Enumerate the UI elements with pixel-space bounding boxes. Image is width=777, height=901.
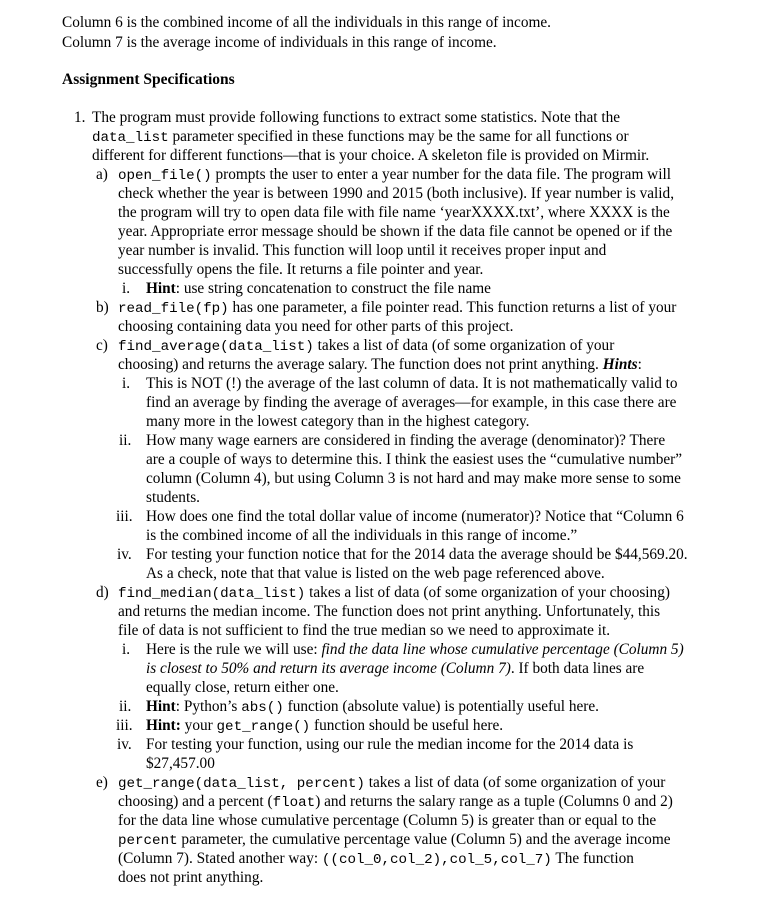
list-marker-a-i: i. bbox=[122, 280, 131, 297]
e-line6: does not print anything. bbox=[118, 869, 264, 886]
e-line2: choosing) and a percent (float) and returns the salary range as a tuple (Columns 0 and 2) bbox=[118, 793, 673, 811]
list-marker-d-iii: iii. bbox=[116, 717, 133, 734]
list-marker-c-ii: ii. bbox=[119, 432, 132, 449]
d-iv-line2: $27,457.00 bbox=[146, 755, 215, 772]
code-open-file: open_file() bbox=[118, 168, 212, 184]
code-data-list: data_list bbox=[92, 130, 169, 146]
a-line2: check whether the year is between 1990 and 2015 (both inclusive). If year number is valid, bbox=[118, 185, 675, 202]
a-i-line1: Hint: use string concatenation to construct the file name bbox=[146, 280, 491, 297]
e-line3: for the data line whose cumulative percentage (Column 5) is greater than or equal to the bbox=[118, 812, 657, 829]
d-i-line2: is closest to 50% and return its average income (Column 7). If both data lines are bbox=[146, 660, 645, 677]
code-float: float bbox=[272, 795, 316, 811]
list-marker-e: e) bbox=[96, 774, 108, 791]
d-ii-line1: Hint: Python’s abs() function (absolute value) is potentially useful here. bbox=[146, 698, 599, 716]
a-line3: the program will try to open data file with file name ‘yearXXXX.txt’, where XXXX is the bbox=[118, 204, 670, 221]
list-marker-a: a) bbox=[96, 166, 108, 183]
d-line2: and returns the median income. The function does not print anything. Unfortunately, this bbox=[118, 603, 661, 620]
c-ii-line3: column (Column 4), but using Column 3 is not hard and may make more sense to some bbox=[146, 470, 681, 487]
c-ii-line2: are a couple of ways to determine this. I think the easiest uses the “cumulative number” bbox=[146, 451, 683, 468]
code-get-range: get_range() bbox=[216, 719, 311, 735]
list-marker-b: b) bbox=[96, 299, 109, 316]
e-line5: (Column 7). Stated another way: ((col_0,col_2),col_5,col_7) The function bbox=[118, 850, 634, 868]
c-iii-line1: How does one find the total dollar value of income (numerator)? Notice that “Column 6 bbox=[146, 508, 684, 525]
d-iv-line1: For testing your function, using our rule the median income for the 2014 data is bbox=[146, 736, 634, 753]
intro-column-6: Column 6 is the combined income of all the individuals in this range of income. bbox=[62, 14, 551, 31]
a-line6: successfully opens the file. It returns a file pointer and year. bbox=[118, 261, 484, 278]
c-iv-line2: As a check, note that that value is listed on the web page referenced above. bbox=[146, 565, 605, 582]
d-iii-line1: Hint: your get_range() function should be useful here. bbox=[146, 717, 504, 735]
d-line1: find_median(data_list) takes a list of data (of some organization of your choosing) bbox=[118, 584, 670, 602]
code-find-median: find_median(data_list) bbox=[118, 586, 306, 602]
code-find-average: find_average(data_list) bbox=[118, 339, 314, 355]
c-line1: find_average(data_list) takes a list of data (of some organization of your bbox=[118, 337, 615, 355]
c-iv-line1: For testing your function notice that for the 2014 data the average should be $44,569.20. bbox=[146, 546, 688, 563]
list-marker-d-i: i. bbox=[122, 641, 131, 658]
code-get-range-signature: get_range(data_list, percent) bbox=[118, 776, 365, 792]
code-read-file: read_file(fp) bbox=[118, 301, 229, 317]
c-iii-line2: is the combined income of all the individuals in this range of income.” bbox=[146, 527, 578, 544]
list-marker-c: c) bbox=[96, 337, 108, 354]
c-line2: choosing) and returns the average salary. The function does not print anything. Hints: bbox=[118, 356, 642, 373]
b-line1: read_file(fp) has one parameter, a file pointer read. This function returns a list of your bbox=[118, 299, 677, 317]
d-i-line3: equally close, return either one. bbox=[146, 679, 339, 696]
list-marker-1: 1. bbox=[74, 109, 86, 126]
e-line1: get_range(data_list, percent) takes a list of data (of some organization of your bbox=[118, 774, 666, 792]
a-line5: year number is invalid. This function will loop until it receives proper input and bbox=[118, 242, 607, 259]
list-marker-c-i: i. bbox=[122, 375, 131, 392]
list-marker-c-iii: iii. bbox=[116, 508, 133, 525]
code-abs: abs() bbox=[241, 700, 284, 716]
a-line1: open_file() prompts the user to enter a year number for the data file. The program will bbox=[118, 166, 671, 184]
intro-column-7: Column 7 is the average income of individuals in this range of income. bbox=[62, 34, 497, 51]
list-marker-d-iv: iv. bbox=[117, 736, 132, 753]
a-line4: year. Appropriate error message should be shown if the data file cannot be opened or if the bbox=[118, 223, 673, 240]
e-line4: percent parameter, the cumulative percentage value (Column 5) and the average income bbox=[118, 831, 671, 849]
item1-line3: different for different functions—that is your choice. A skeleton file is provided on Mirmir. bbox=[92, 147, 650, 164]
c-ii-line4: students. bbox=[146, 489, 200, 506]
c-i-line3: many more in the lowest category than in the highest category. bbox=[146, 413, 530, 430]
item1-line2: data_list parameter specified in these functions may be the same for all functions or bbox=[92, 128, 629, 146]
list-marker-d: d) bbox=[96, 584, 109, 601]
c-i-line1: This is NOT (!) the average of the last column of data. It is not mathematically valid to bbox=[146, 375, 678, 392]
c-ii-line1: How many wage earners are considered in finding the average (denominator)? There bbox=[146, 432, 666, 449]
code-percent: percent bbox=[118, 833, 178, 849]
d-i-line1: Here is the rule we will use: find the data line whose cumulative percentage (Column 5) bbox=[146, 641, 684, 658]
b-line2: choosing containing data you need for other parts of this project. bbox=[118, 318, 514, 335]
section-heading: Assignment Specifications bbox=[62, 71, 235, 88]
c-i-line2: find an average by finding the average of averages—for example, in this case there are bbox=[146, 394, 677, 411]
item1-line1: The program must provide following functions to extract some statistics. Note that the bbox=[92, 109, 621, 126]
list-marker-c-iv: iv. bbox=[117, 546, 132, 563]
list-marker-d-ii: ii. bbox=[119, 698, 132, 715]
d-line3: file of data is not sufficient to find the true median so we need to approximate it. bbox=[118, 622, 611, 639]
code-tuple: ((col_0,col_2),col_5,col_7) bbox=[321, 852, 552, 868]
